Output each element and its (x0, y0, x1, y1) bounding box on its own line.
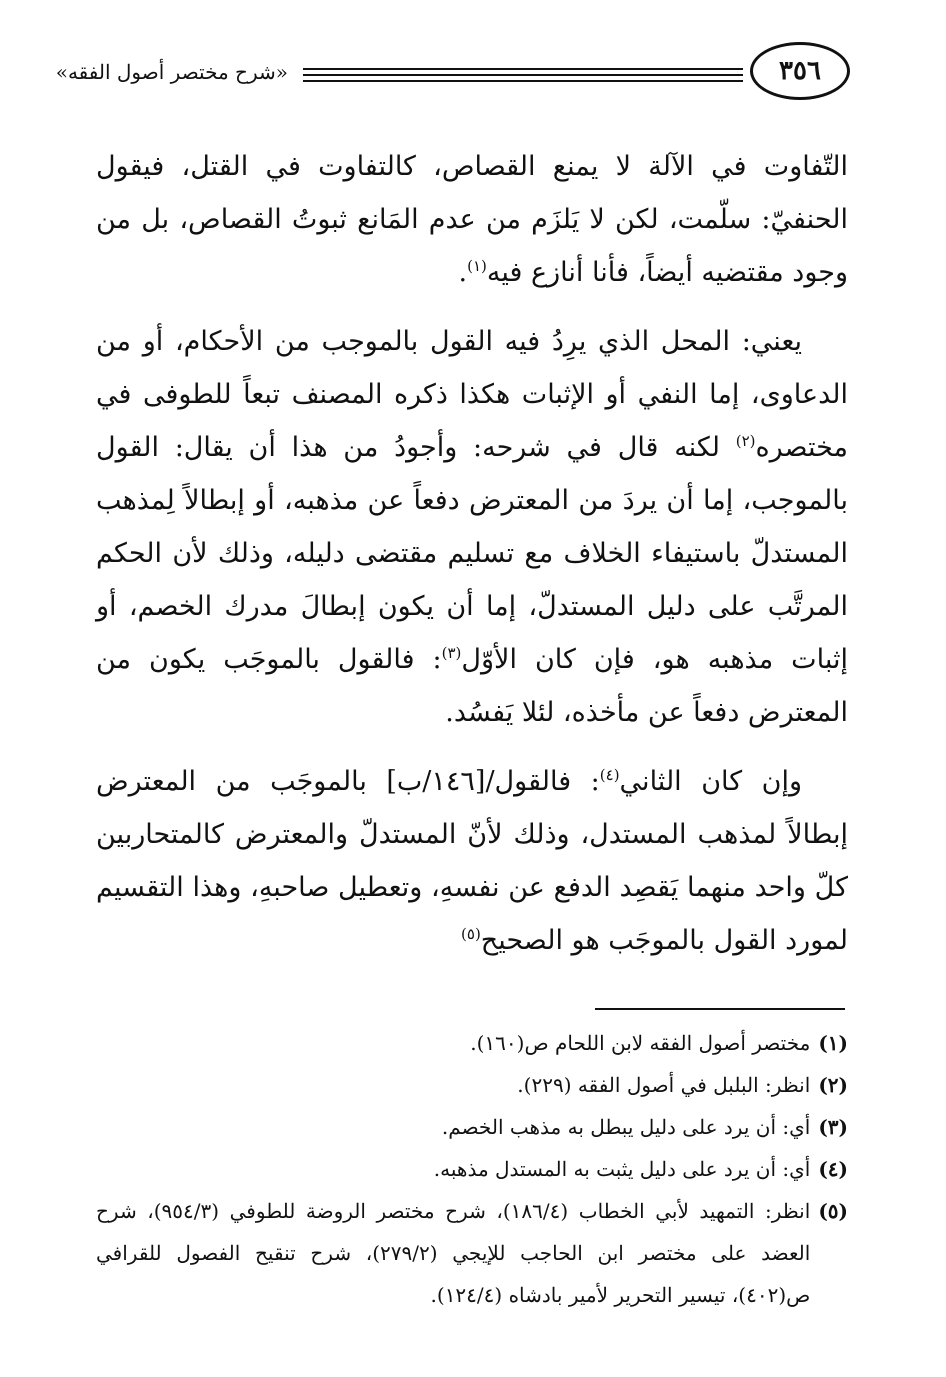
footnote (96, 1148, 848, 1190)
footnote (96, 1022, 848, 1064)
running-title: «شرح مختصر أصول الفقه» (55, 60, 288, 84)
main-text (96, 140, 848, 983)
page-header (55, 42, 850, 106)
footnote (96, 1190, 848, 1316)
paragraph-text: التّفاوت في الآلة لا يمنع القصاص، كالتفاوت في القتل، فيقول الحنفيّ: سلّمت، لكن لا يَلزَم من عدم المَانع ثبوتُ القصاص، بل من وجود مقتضيه أيضاً، فأنا أنازع فيه (96, 151, 848, 288)
footnote-reference: (٢) (735, 432, 756, 450)
footnote-number: (٣) (818, 1115, 848, 1139)
footnote (96, 1106, 848, 1148)
footnote-text: مختصر أصول الفقه لابن اللحام ص(١٦٠). (470, 1031, 811, 1055)
footnote-number: (٢) (818, 1073, 848, 1097)
footnote-separator (595, 1008, 845, 1010)
footnote-reference: (٤) (599, 766, 620, 784)
footnotes (96, 1022, 848, 1316)
header-rule (303, 68, 743, 82)
paragraph-text: : فالقول بالموجَب يكون من المعترض دفعاً عن مأخذه، لئلا يَفسُد. (96, 644, 848, 728)
paragraph-text: وإن كان الثاني (619, 766, 802, 797)
footnote-text: انظر: البلبل في أصول الفقه (٢٢٩). (517, 1073, 811, 1097)
paragraph-text: لكنه قال في شرحه: وأجودُ من هذا أن يقال: القول بالموجب، إما أن يردَ من المعترض دفعاً عن مذهبه، أو إبطالاً لِمذهب المستدلّ باستيفاء الخلاف مع تسليم مقتضى دليله، وذلك لأن الحكم المرتَّب على دليل المستدلّ، إما أن يكون إبطالَ مدرك الخصم، أو إثبات مذهبه هو، فإن كان الأوّل (96, 432, 848, 675)
paragraph-text: يعني: المحل الذي يرِدُ فيه القول بالموجب من الأحكام، أو من الدعاوى، إما النفي أو الإثبات هكذا ذكره المصنف تبعاً للطوفى في مختصره (96, 326, 848, 463)
footnote-reference: (٥) (461, 925, 481, 943)
paragraph-text: . (458, 257, 468, 288)
paragraph (96, 755, 848, 967)
footnote-text: أي: أن يرد على دليل يثبت به المستدل مذهبه. (433, 1157, 811, 1181)
footnote-text: أي: أن يرد على دليل يبطل به مذهب الخصم. (441, 1115, 811, 1139)
footnote-reference: (٣) (441, 644, 462, 662)
footnote-text: انظر: التمهيد لأبي الخطاب (١٨٦/٤)، شرح مختصر الروضة للطوفي (٩٥٤/٣)، شرح العضد على مختصر ابن الحاجب للإيجي (٢٧٩/٢)، شرح تنقيح الفصول للقرافي ص(٤٠٢)، تيسير التحرير لأمير بادشاه (١٢٤/٤). (96, 1199, 811, 1307)
paragraph (96, 315, 848, 739)
footnote-number: (٤) (818, 1157, 848, 1181)
footnote (96, 1064, 848, 1106)
paragraph (96, 140, 848, 299)
footnote-reference: (١) (467, 257, 487, 275)
footnote-number: (١) (818, 1031, 848, 1055)
paragraph-text: : فالقول/[١٤٦/ب] بالموجَب من المعترض إبطالاً لمذهب المستدل، وذلك لأنّ المستدلّ والمعترض كالمتحاربين كلّ واحد منهما يَقصِد الدفع عن نفسهِ، وتعطيل صاحبهِ، وهذا التقسيم لمورد القول بالموجَب هو الصحيح (96, 766, 848, 956)
page-number: ٣٥٦ (750, 42, 850, 100)
footnote-number: (٥) (818, 1199, 848, 1223)
